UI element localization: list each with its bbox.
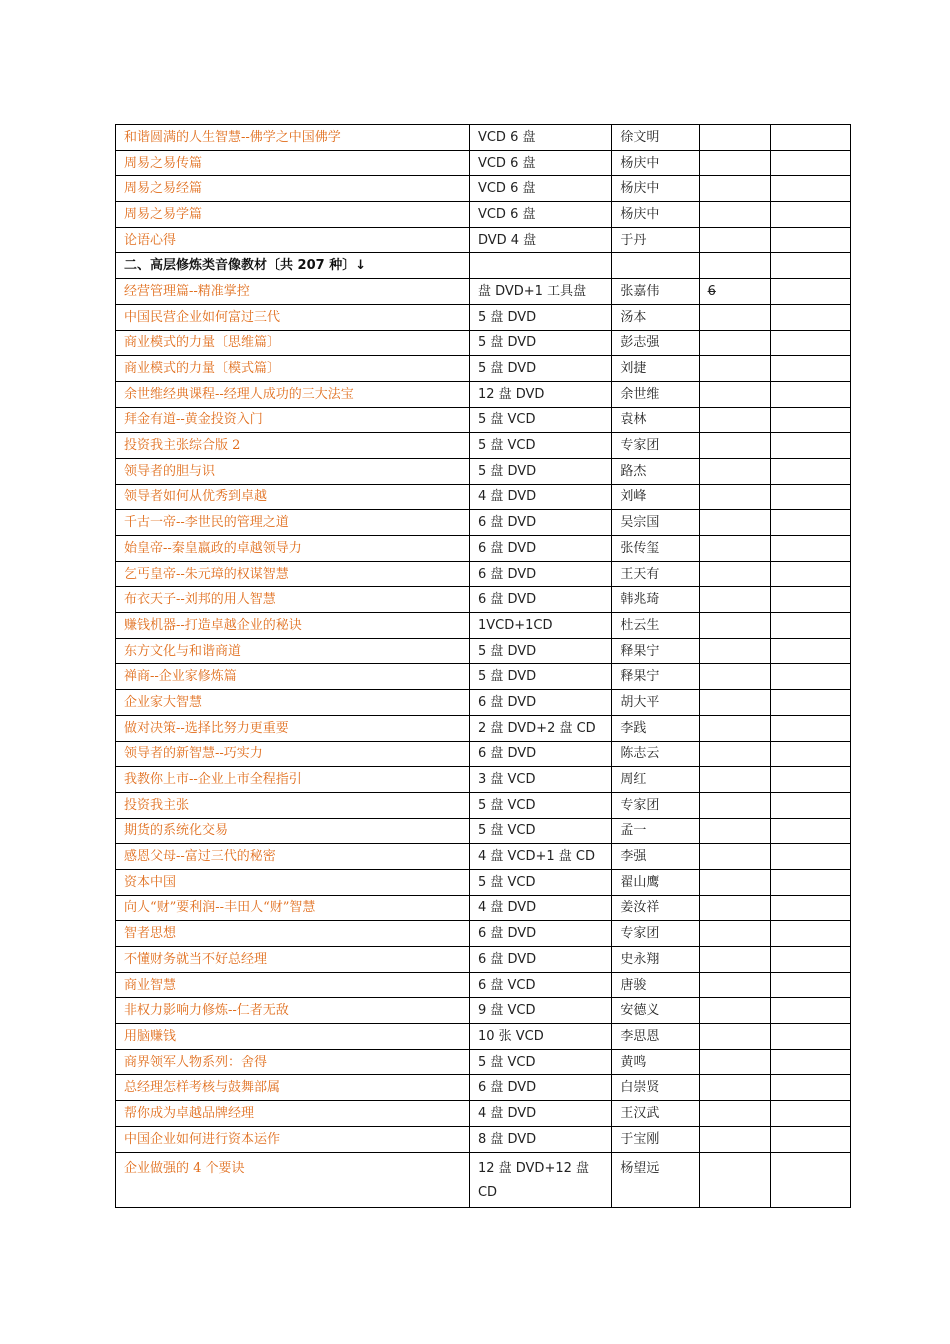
title-cell: 商业模式的力量〔模式篇〕	[116, 356, 470, 382]
section-header-row	[116, 253, 851, 279]
table-row	[116, 150, 851, 176]
title-cell: 余世维经典课程--经理人成功的三大法宝	[116, 381, 470, 407]
notes-cell	[770, 1024, 850, 1050]
quantity-cell	[699, 638, 770, 664]
table-row	[116, 510, 851, 536]
title-cell: 周易之易经篇	[116, 176, 470, 202]
author-cell: 安德义	[612, 998, 699, 1024]
notes-cell	[770, 664, 850, 690]
media-cell: 8 盘 DVD	[469, 1126, 611, 1152]
quantity-cell	[699, 536, 770, 562]
quantity-cell	[699, 150, 770, 176]
media-cell: 5 盘 VCD	[469, 869, 611, 895]
title-cell: 非权力影响力修炼--仁者无敌	[116, 998, 470, 1024]
author-cell: 专家团	[612, 792, 699, 818]
notes-cell	[770, 741, 850, 767]
quantity-cell	[699, 690, 770, 716]
quantity-cell	[699, 947, 770, 973]
author-cell: 路杰	[612, 458, 699, 484]
notes-cell	[770, 458, 850, 484]
title-cell: 做对决策--选择比努力更重要	[116, 715, 470, 741]
media-cell: 5 盘 DVD	[469, 356, 611, 382]
title-cell: 和谐圆满的人生智慧--佛学之中国佛学	[116, 125, 470, 151]
notes-cell	[770, 767, 850, 793]
media-cell: 6 盘 DVD	[469, 741, 611, 767]
quantity-cell	[699, 1101, 770, 1127]
title-cell: 中国民营企业如何富过三代	[116, 304, 470, 330]
notes-cell	[770, 587, 850, 613]
quantity-cell	[699, 176, 770, 202]
media-cell: 5 盘 VCD	[469, 792, 611, 818]
author-cell: 于宝刚	[612, 1126, 699, 1152]
author-cell: 姜汝祥	[612, 895, 699, 921]
notes-cell	[770, 1126, 850, 1152]
table-row	[116, 202, 851, 228]
quantity-cell	[699, 664, 770, 690]
table-row	[116, 844, 851, 870]
author-cell: 唐骏	[612, 972, 699, 998]
quantity-cell	[699, 125, 770, 151]
table-row	[116, 767, 851, 793]
table-row	[116, 484, 851, 510]
media-cell: 10 张 VCD	[469, 1024, 611, 1050]
media-cell: VCD 6 盘	[469, 202, 611, 228]
notes-cell	[770, 844, 850, 870]
author-cell: 专家团	[612, 433, 699, 459]
table-row	[116, 407, 851, 433]
media-cell: DVD 4 盘	[469, 227, 611, 253]
title-cell: 用脑赚钱	[116, 1024, 470, 1050]
notes-cell	[770, 972, 850, 998]
media-cell: 6 盘 DVD	[469, 510, 611, 536]
author-cell: 杨望远	[612, 1152, 699, 1207]
author-cell: 白崇贤	[612, 1075, 699, 1101]
title-cell: 赚钱机器--打造卓越企业的秘诀	[116, 613, 470, 639]
title-cell: 向人“财”要利润--丰田人“财”智慧	[116, 895, 470, 921]
notes-cell	[770, 304, 850, 330]
title-cell: 经营管理篇--精准掌控	[116, 279, 470, 305]
table-row	[116, 1152, 851, 1207]
table-row	[116, 176, 851, 202]
notes-cell	[770, 613, 850, 639]
notes-cell	[770, 433, 850, 459]
author-cell: 韩兆琦	[612, 587, 699, 613]
author-cell: 于丹	[612, 227, 699, 253]
title-cell: 总经理怎样考核与鼓舞部属	[116, 1075, 470, 1101]
title-cell: 论语心得	[116, 227, 470, 253]
author-cell: 王汉武	[612, 1101, 699, 1127]
author-cell: 徐文明	[612, 125, 699, 151]
quantity-cell	[699, 587, 770, 613]
table-row	[116, 792, 851, 818]
media-cell: 5 盘 VCD	[469, 818, 611, 844]
author-cell: 杨庆中	[612, 176, 699, 202]
quantity-cell	[699, 381, 770, 407]
notes-cell	[770, 484, 850, 510]
notes-cell	[770, 536, 850, 562]
table-row	[116, 279, 851, 305]
title-cell: 帮你成为卓越品牌经理	[116, 1101, 470, 1127]
media-cell: 5 盘 DVD	[469, 638, 611, 664]
title-cell: 领导者如何从优秀到卓越	[116, 484, 470, 510]
notes-cell	[770, 715, 850, 741]
notes-cell	[770, 356, 850, 382]
quantity-cell	[699, 433, 770, 459]
author-cell: 李践	[612, 715, 699, 741]
media-cell: 4 盘 DVD	[469, 484, 611, 510]
table-row	[116, 613, 851, 639]
notes-cell	[770, 818, 850, 844]
notes-cell	[770, 125, 850, 151]
author-cell: 李思恩	[612, 1024, 699, 1050]
table-row	[116, 998, 851, 1024]
table-row	[116, 741, 851, 767]
author-cell: 刘捷	[612, 356, 699, 382]
quantity-cell	[699, 741, 770, 767]
title-cell: 企业家大智慧	[116, 690, 470, 716]
table-row	[116, 356, 851, 382]
table-row	[116, 638, 851, 664]
media-cell: 6 盘 DVD	[469, 587, 611, 613]
title-cell: 商业智慧	[116, 972, 470, 998]
author-cell: 李强	[612, 844, 699, 870]
quantity-cell	[699, 561, 770, 587]
notes-cell	[770, 150, 850, 176]
author-cell: 翟山鹰	[612, 869, 699, 895]
title-cell: 中国企业如何进行资本运作	[116, 1126, 470, 1152]
table-row	[116, 1024, 851, 1050]
notes-cell	[770, 869, 850, 895]
catalog-table-body	[116, 125, 851, 1208]
title-cell: 周易之易学篇	[116, 202, 470, 228]
notes-cell	[770, 998, 850, 1024]
quantity-cell	[699, 972, 770, 998]
quantity-cell	[699, 304, 770, 330]
quantity-cell	[699, 227, 770, 253]
title-cell: 感恩父母--富过三代的秘密	[116, 844, 470, 870]
media-cell: 盘 DVD+1 工具盘	[469, 279, 611, 305]
media-cell: 3 盘 VCD	[469, 767, 611, 793]
title-cell: 乞丐皇帝--朱元璋的权谋智慧	[116, 561, 470, 587]
quantity-cell	[699, 356, 770, 382]
media-cell: 6 盘 DVD	[469, 690, 611, 716]
author-cell: 杨庆中	[612, 150, 699, 176]
table-row	[116, 895, 851, 921]
table-row	[116, 664, 851, 690]
title-cell: 投资我主张	[116, 792, 470, 818]
author-cell: 专家团	[612, 921, 699, 947]
title-cell: 智者思想	[116, 921, 470, 947]
title-cell: 领导者的胆与识	[116, 458, 470, 484]
quantity-cell	[699, 330, 770, 356]
table-row	[116, 947, 851, 973]
notes-cell	[770, 330, 850, 356]
media-cell: 4 盘 DVD	[469, 895, 611, 921]
notes-cell	[770, 638, 850, 664]
empty-cell	[612, 253, 699, 279]
media-cell: 6 盘 DVD	[469, 1075, 611, 1101]
quantity-cell	[699, 921, 770, 947]
author-cell: 袁林	[612, 407, 699, 433]
title-cell: 领导者的新智慧--巧实力	[116, 741, 470, 767]
table-row	[116, 869, 851, 895]
media-cell: 9 盘 VCD	[469, 998, 611, 1024]
table-row	[116, 690, 851, 716]
catalog-table	[115, 124, 851, 1208]
notes-cell	[770, 792, 850, 818]
table-row	[116, 1101, 851, 1127]
title-cell: 商业模式的力量〔思维篇〕	[116, 330, 470, 356]
empty-cell	[469, 253, 611, 279]
media-cell: 5 盘 VCD	[469, 1049, 611, 1075]
media-cell: 12 盘 DVD+12 盘 CD	[469, 1152, 611, 1207]
author-cell: 陈志云	[612, 741, 699, 767]
media-cell: 6 盘 VCD	[469, 972, 611, 998]
author-cell: 王天有	[612, 561, 699, 587]
media-cell: 4 盘 DVD	[469, 1101, 611, 1127]
quantity-cell: 6	[699, 279, 770, 305]
media-cell: 5 盘 DVD	[469, 664, 611, 690]
quantity-cell	[699, 510, 770, 536]
media-cell: 4 盘 VCD+1 盘 CD	[469, 844, 611, 870]
table-row	[116, 1126, 851, 1152]
media-cell: VCD 6 盘	[469, 150, 611, 176]
table-row	[116, 561, 851, 587]
quantity-cell	[699, 1126, 770, 1152]
author-cell: 黄鸣	[612, 1049, 699, 1075]
author-cell: 释果宁	[612, 664, 699, 690]
quantity-cell	[699, 869, 770, 895]
title-cell: 周易之易传篇	[116, 150, 470, 176]
table-row	[116, 125, 851, 151]
quantity-cell	[699, 1075, 770, 1101]
media-cell: 12 盘 DVD	[469, 381, 611, 407]
author-cell: 刘峰	[612, 484, 699, 510]
notes-cell	[770, 947, 850, 973]
table-row	[116, 381, 851, 407]
table-row	[116, 1075, 851, 1101]
title-cell: 始皇帝--秦皇嬴政的卓越领导力	[116, 536, 470, 562]
media-cell: 6 盘 DVD	[469, 921, 611, 947]
quantity-cell	[699, 1024, 770, 1050]
notes-cell	[770, 1152, 850, 1207]
author-cell: 杨庆中	[612, 202, 699, 228]
quantity-cell	[699, 407, 770, 433]
table-row	[116, 972, 851, 998]
author-cell: 吴宗国	[612, 510, 699, 536]
title-cell: 投资我主张综合版 2	[116, 433, 470, 459]
table-row	[116, 587, 851, 613]
notes-cell	[770, 690, 850, 716]
table-row	[116, 536, 851, 562]
notes-cell	[770, 921, 850, 947]
media-cell: 6 盘 DVD	[469, 947, 611, 973]
author-cell: 张传玺	[612, 536, 699, 562]
quantity-cell	[699, 998, 770, 1024]
title-cell: 拜金有道--黄金投资入门	[116, 407, 470, 433]
title-cell: 千古一帝--李世民的管理之道	[116, 510, 470, 536]
table-row	[116, 330, 851, 356]
author-cell: 杜云生	[612, 613, 699, 639]
quantity-cell	[699, 895, 770, 921]
title-cell: 不懂财务就当不好总经理	[116, 947, 470, 973]
quantity-cell	[699, 818, 770, 844]
section-title: 二、高层修炼类音像教材〔共 207 种〕↓	[116, 253, 470, 279]
media-cell: 6 盘 DVD	[469, 536, 611, 562]
author-cell: 周红	[612, 767, 699, 793]
table-row	[116, 818, 851, 844]
author-cell: 彭志强	[612, 330, 699, 356]
title-cell: 我教你上市--企业上市全程指引	[116, 767, 470, 793]
quantity-cell	[699, 844, 770, 870]
notes-cell	[770, 176, 850, 202]
title-cell: 资本中国	[116, 869, 470, 895]
media-cell: 5 盘 DVD	[469, 330, 611, 356]
media-cell: 5 盘 VCD	[469, 407, 611, 433]
title-cell: 企业做强的 4 个要诀	[116, 1152, 470, 1207]
media-cell: 5 盘 DVD	[469, 304, 611, 330]
media-cell: 6 盘 DVD	[469, 561, 611, 587]
quantity-cell	[699, 613, 770, 639]
notes-cell	[770, 1075, 850, 1101]
notes-cell	[770, 561, 850, 587]
empty-cell	[770, 253, 850, 279]
quantity-cell	[699, 767, 770, 793]
author-cell: 释果宁	[612, 638, 699, 664]
quantity-cell	[699, 484, 770, 510]
title-cell: 禅商--企业家修炼篇	[116, 664, 470, 690]
media-cell: 2 盘 DVD+2 盘 CD	[469, 715, 611, 741]
notes-cell	[770, 1049, 850, 1075]
author-cell: 张嘉伟	[612, 279, 699, 305]
empty-cell	[699, 253, 770, 279]
notes-cell	[770, 202, 850, 228]
table-row	[116, 715, 851, 741]
title-cell: 期货的系统化交易	[116, 818, 470, 844]
notes-cell	[770, 227, 850, 253]
quantity-cell	[699, 1152, 770, 1207]
table-row	[116, 227, 851, 253]
table-row	[116, 433, 851, 459]
notes-cell	[770, 1101, 850, 1127]
table-row	[116, 1049, 851, 1075]
author-cell: 史永翔	[612, 947, 699, 973]
quantity-cell	[699, 792, 770, 818]
table-row	[116, 458, 851, 484]
quantity-cell	[699, 458, 770, 484]
notes-cell	[770, 381, 850, 407]
media-cell: VCD 6 盘	[469, 125, 611, 151]
media-cell: 5 盘 DVD	[469, 458, 611, 484]
notes-cell	[770, 279, 850, 305]
author-cell: 余世维	[612, 381, 699, 407]
table-row	[116, 304, 851, 330]
notes-cell	[770, 407, 850, 433]
title-cell: 布衣天子--刘邦的用人智慧	[116, 587, 470, 613]
media-cell: 5 盘 VCD	[469, 433, 611, 459]
quantity-cell	[699, 202, 770, 228]
media-cell: 1VCD+1CD	[469, 613, 611, 639]
media-cell: VCD 6 盘	[469, 176, 611, 202]
author-cell: 汤本	[612, 304, 699, 330]
notes-cell	[770, 510, 850, 536]
notes-cell	[770, 895, 850, 921]
author-cell: 胡大平	[612, 690, 699, 716]
author-cell: 孟一	[612, 818, 699, 844]
table-row	[116, 921, 851, 947]
quantity-cell	[699, 715, 770, 741]
title-cell: 商界领军人物系列：舍得	[116, 1049, 470, 1075]
title-cell: 东方文化与和谐商道	[116, 638, 470, 664]
quantity-cell	[699, 1049, 770, 1075]
